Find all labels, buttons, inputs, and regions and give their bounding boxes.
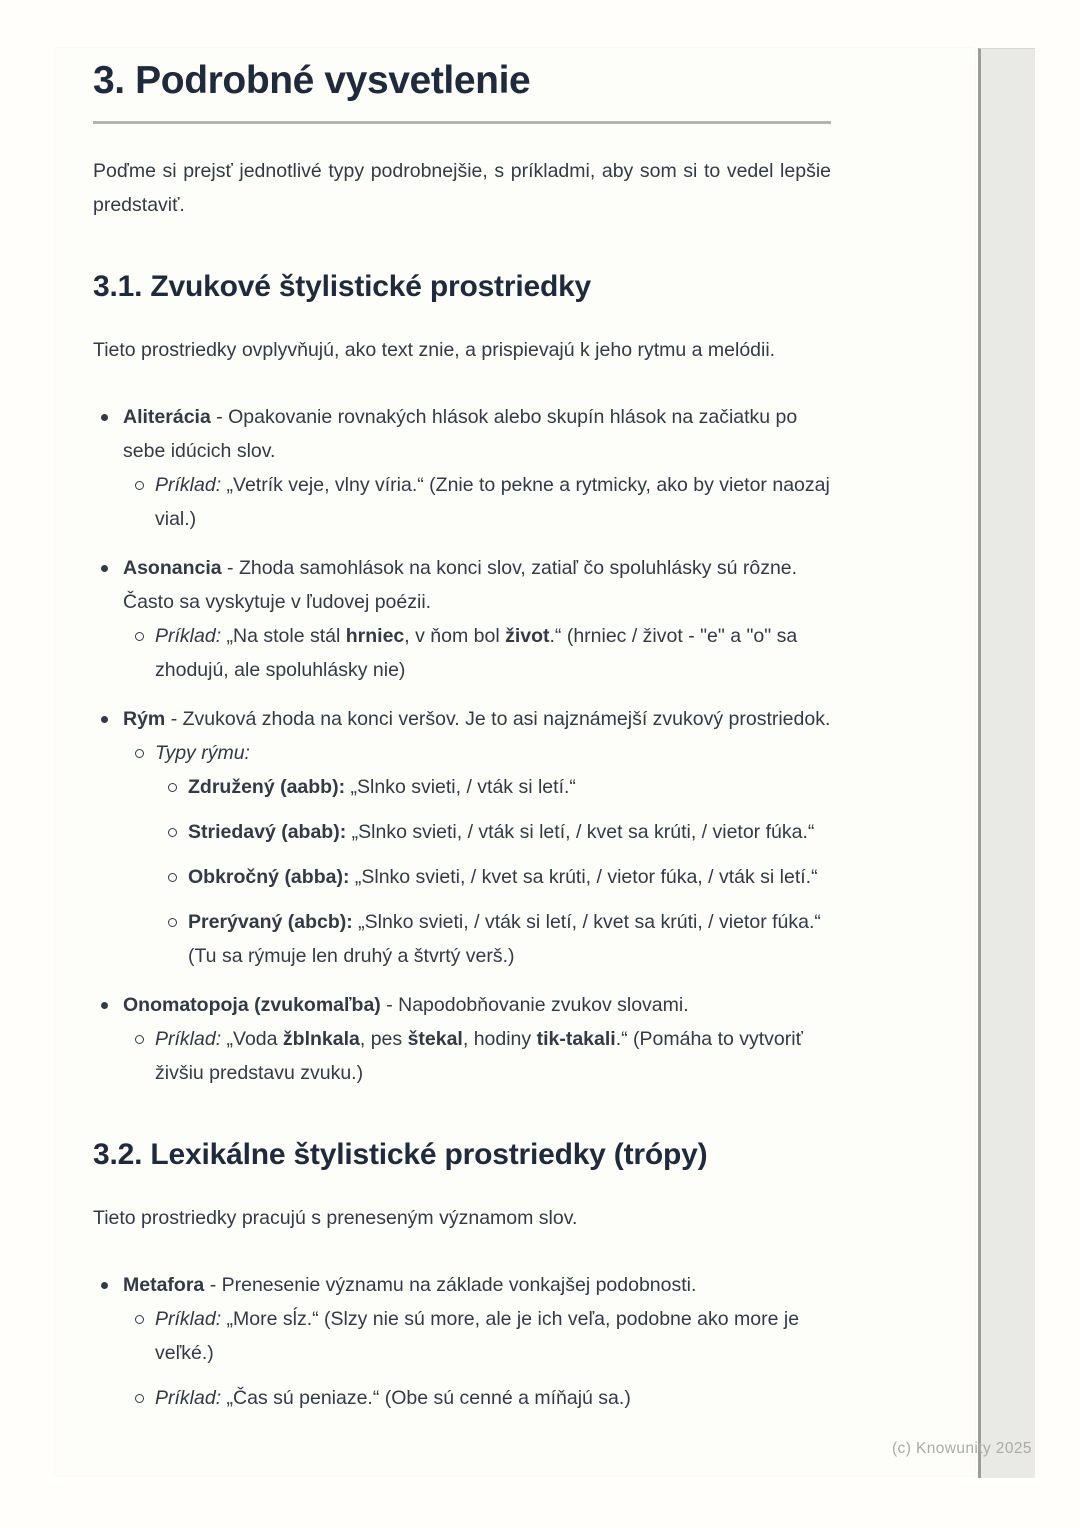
bullet-circle-icon bbox=[135, 632, 144, 641]
bullet-list bbox=[93, 400, 831, 1090]
list-item bbox=[123, 1302, 831, 1370]
list-item-text: Onomatopoja (zvukomaľba) - Napodobňovanie zvukov slovami. bbox=[123, 994, 689, 1016]
bullet-circle-icon bbox=[135, 481, 144, 490]
bullet-circle-icon bbox=[168, 828, 177, 837]
list-item bbox=[123, 619, 831, 687]
section-paragraph: Tieto prostriedky ovplyvňujú, ako text znie, a prispievajú k jeho rytmu a melódii. bbox=[93, 339, 776, 361]
list-item bbox=[93, 702, 831, 973]
list-item-text: Obkročný (abba): „Slnko svieti, / kvet sa krúti, / vietor fúka, / vták si letí.“ bbox=[188, 866, 818, 888]
bullet-dot-icon bbox=[101, 1282, 108, 1289]
list-item bbox=[93, 1268, 831, 1415]
list-item-text: Metafora - Prenesenie významu na základe vonkajšej podobnosti. bbox=[123, 1274, 697, 1296]
list-item-text: Príklad: „Voda žblnkala, pes štekal, hodiny tik-takali.“ (Pomáha to vytvoriť živšiu predstavu zvuku.) bbox=[155, 1028, 803, 1084]
bullet-dot-icon bbox=[101, 1002, 108, 1009]
section-2 bbox=[93, 1136, 831, 1415]
bullet-circle-icon bbox=[168, 873, 177, 882]
list-item-text: Združený (aabb): „Slnko svieti, / vták si letí.“ bbox=[188, 776, 576, 798]
list-item-text: Striedavý (abab): „Slnko svieti, / vták si letí, / kvet sa krúti, / vietor fúka.“ bbox=[188, 821, 815, 843]
bullet-list bbox=[155, 770, 831, 973]
list-item bbox=[123, 1381, 831, 1415]
list-item bbox=[123, 736, 831, 973]
list-item bbox=[155, 860, 831, 894]
bullet-circle-icon bbox=[135, 1394, 144, 1403]
document-page bbox=[55, 48, 975, 1476]
adjacent-page-edge bbox=[978, 48, 1035, 1478]
section-1 bbox=[93, 268, 831, 1090]
list-item bbox=[123, 468, 831, 536]
page-content bbox=[55, 48, 975, 1455]
list-item bbox=[123, 1022, 831, 1090]
bullet-list bbox=[123, 468, 831, 536]
bullet-dot-icon bbox=[101, 716, 108, 723]
bullet-list bbox=[93, 1268, 831, 1415]
list-item-text: Príklad: „Na stole stál hrniec, v ňom bol život.“ (hrniec / život - "e" a "o" sa zhodujú, ale spoluhlásky nie) bbox=[155, 625, 798, 681]
list-item-text: Príklad: „More sĺz.“ (Slzy nie sú more, ale je ich veľa, podobne ako more je veľké.) bbox=[155, 1308, 800, 1364]
section-heading: 3.1. Zvukové štylistické prostriedky bbox=[93, 270, 592, 303]
sections-container bbox=[93, 268, 831, 1415]
bullet-circle-icon bbox=[135, 1315, 144, 1324]
list-item-text: Typy rýmu: bbox=[155, 742, 250, 764]
bullet-circle-icon bbox=[135, 749, 144, 758]
list-item bbox=[93, 988, 831, 1090]
bullet-circle-icon bbox=[168, 918, 177, 927]
list-item-text: Rým - Zvuková zhoda na konci veršov. Je to asi najznámejší zvukový prostriedok. bbox=[123, 708, 831, 730]
list-item bbox=[155, 815, 831, 849]
section-heading: 3.2. Lexikálne štylistické prostriedky (trópy) bbox=[93, 1138, 708, 1171]
bullet-circle-icon bbox=[168, 783, 177, 792]
list-item bbox=[155, 905, 831, 973]
bullet-dot-icon bbox=[101, 565, 108, 572]
bullet-dot-icon bbox=[101, 414, 108, 421]
bullet-list bbox=[123, 619, 831, 687]
section-paragraph: Tieto prostriedky pracujú s preneseným významom slov. bbox=[93, 1207, 578, 1229]
watermark: (c) Knowunity 2025 bbox=[892, 1440, 1032, 1457]
bullet-circle-icon bbox=[135, 1035, 144, 1044]
intro-paragraph: Poďme si prejsť jednotlivé typy podrobnejšie, s príkladmi, aby som si to vedel lepšie predstaviť. bbox=[93, 160, 831, 216]
bullet-list bbox=[123, 736, 831, 973]
page-title: 3. Podrobné vysvetlenie bbox=[93, 59, 531, 102]
bullet-list bbox=[123, 1022, 831, 1090]
list-item-text: Príklad: „Čas sú peniaze.“ (Obe sú cenné a míňajú sa.) bbox=[155, 1387, 631, 1409]
list-item bbox=[93, 400, 831, 536]
list-item bbox=[155, 770, 831, 804]
bullet-list bbox=[123, 1302, 831, 1415]
list-item bbox=[93, 551, 831, 687]
list-item-text: Príklad: „Vetrík veje, vlny víria.“ (Znie to pekne a rytmicky, ako by vietor naozaj vial.) bbox=[155, 474, 830, 530]
title-divider bbox=[93, 121, 831, 124]
list-item-text: Asonancia - Zhoda samohlások na konci slov, zatiaľ čo spoluhlásky sú rôzne. Často sa vyskytuje v ľudovej poézii. bbox=[123, 557, 798, 613]
list-item-text: Prerývaný (abcb): „Slnko svieti, / vták si letí, / kvet sa krúti, / vietor fúka.“ (Tu sa rýmuje len druhý a štvrtý verš.) bbox=[188, 911, 821, 967]
list-item-text: Aliterácia - Opakovanie rovnakých hlások alebo skupín hlások na začiatku po sebe idúcich slov. bbox=[123, 406, 798, 462]
